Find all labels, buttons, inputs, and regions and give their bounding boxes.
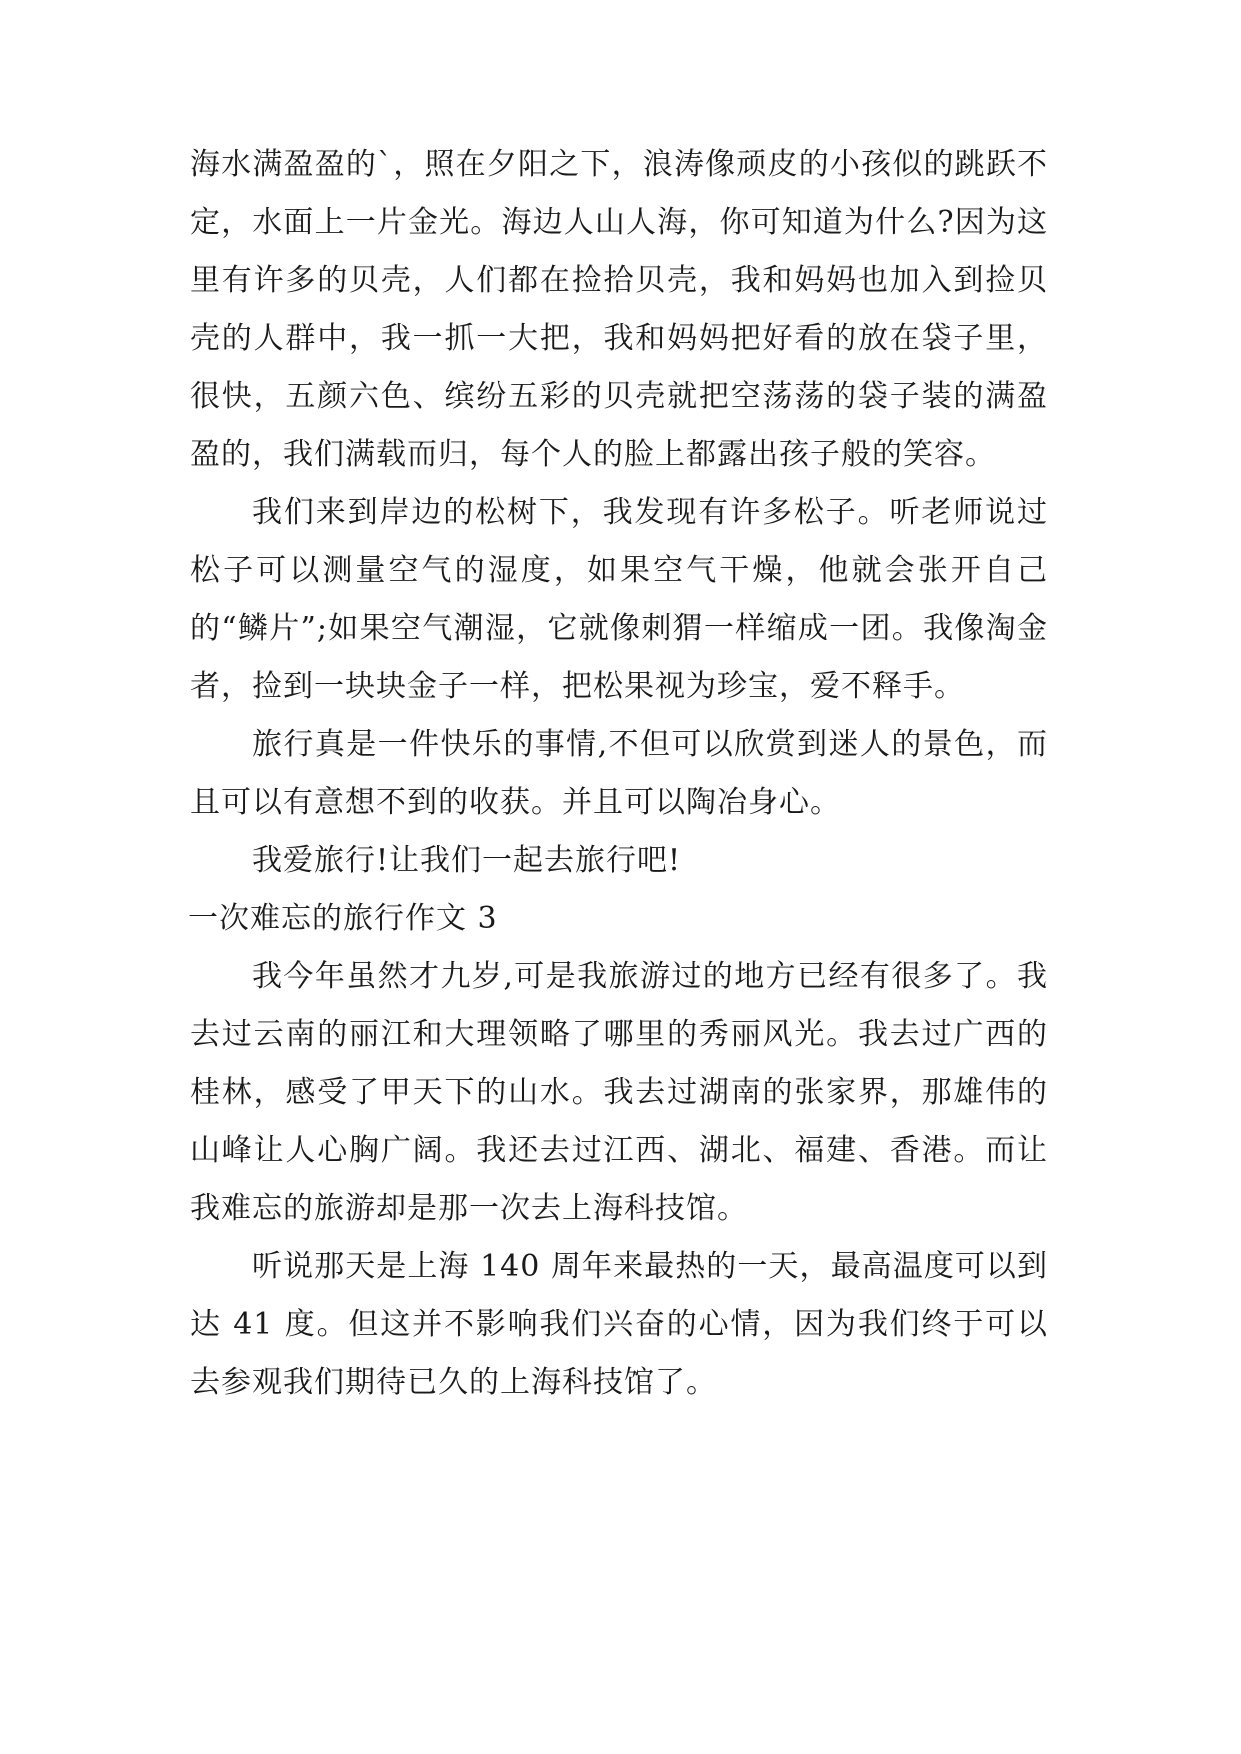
paragraph-pine-cones: 我们来到岸边的松树下，我发现有许多松子。听老师说过松子可以测量空气的湿度，如果空气干燥，他就会张开自己的“鳞片”;如果空气潮湿，它就像刺猬一样缩成一团。我像淘金者，捡到一块块金子一样，把松果视为珍宝，爱不释手。 xyxy=(190,495,1048,704)
paragraph-travel-joy: 旅行真是一件快乐的事情,不但可以欣赏到迷人的景色，而且可以有意想不到的收获。并且可以陶冶身心。 xyxy=(190,727,1048,820)
paragraph-love-travel: 我爱旅行!让我们一起去旅行吧! xyxy=(252,843,682,878)
paragraph-places-visited: 我今年虽然才九岁,可是我旅游过的地方已经有很多了。我去过云南的丽江和大理领略了哪里的秀丽风光。我去过广西的桂林，感受了甲天下的山水。我去过湖南的张家界，那雄伟的山峰让人心胸广阔。我还去过江西、湖北、福建、香港。而让我难忘的旅游却是那一次去上海科技馆。 xyxy=(190,959,1048,1226)
document-body xyxy=(190,136,1048,1412)
paragraph-science-museum: 听说那天是上海 140 周年来最热的一天，最高温度可以到达 41 度。但这并不影响我们兴奋的心情，因为我们终于可以去参观我们期待已久的上海科技馆了。 xyxy=(190,1249,1048,1400)
paragraph-seashells: 海水满盈盈的`，照在夕阳之下，浪涛像顽皮的小孩似的跳跃不定，水面上一片金光。海边人山人海，你可知道为什么?因为这里有许多的贝壳，人们都在捡拾贝壳，我和妈妈也加入到捡贝壳的人群中，我一抓一大把，我和妈妈把好看的放在袋子里，很快，五颜六色、缤纷五彩的贝壳就把空荡荡的袋子装的满盈盈的，我们满载而归，每个人的脸上都露出孩子般的笑容。 xyxy=(190,147,1048,472)
essay-heading: 一次难忘的旅行作文 3 xyxy=(188,901,498,936)
